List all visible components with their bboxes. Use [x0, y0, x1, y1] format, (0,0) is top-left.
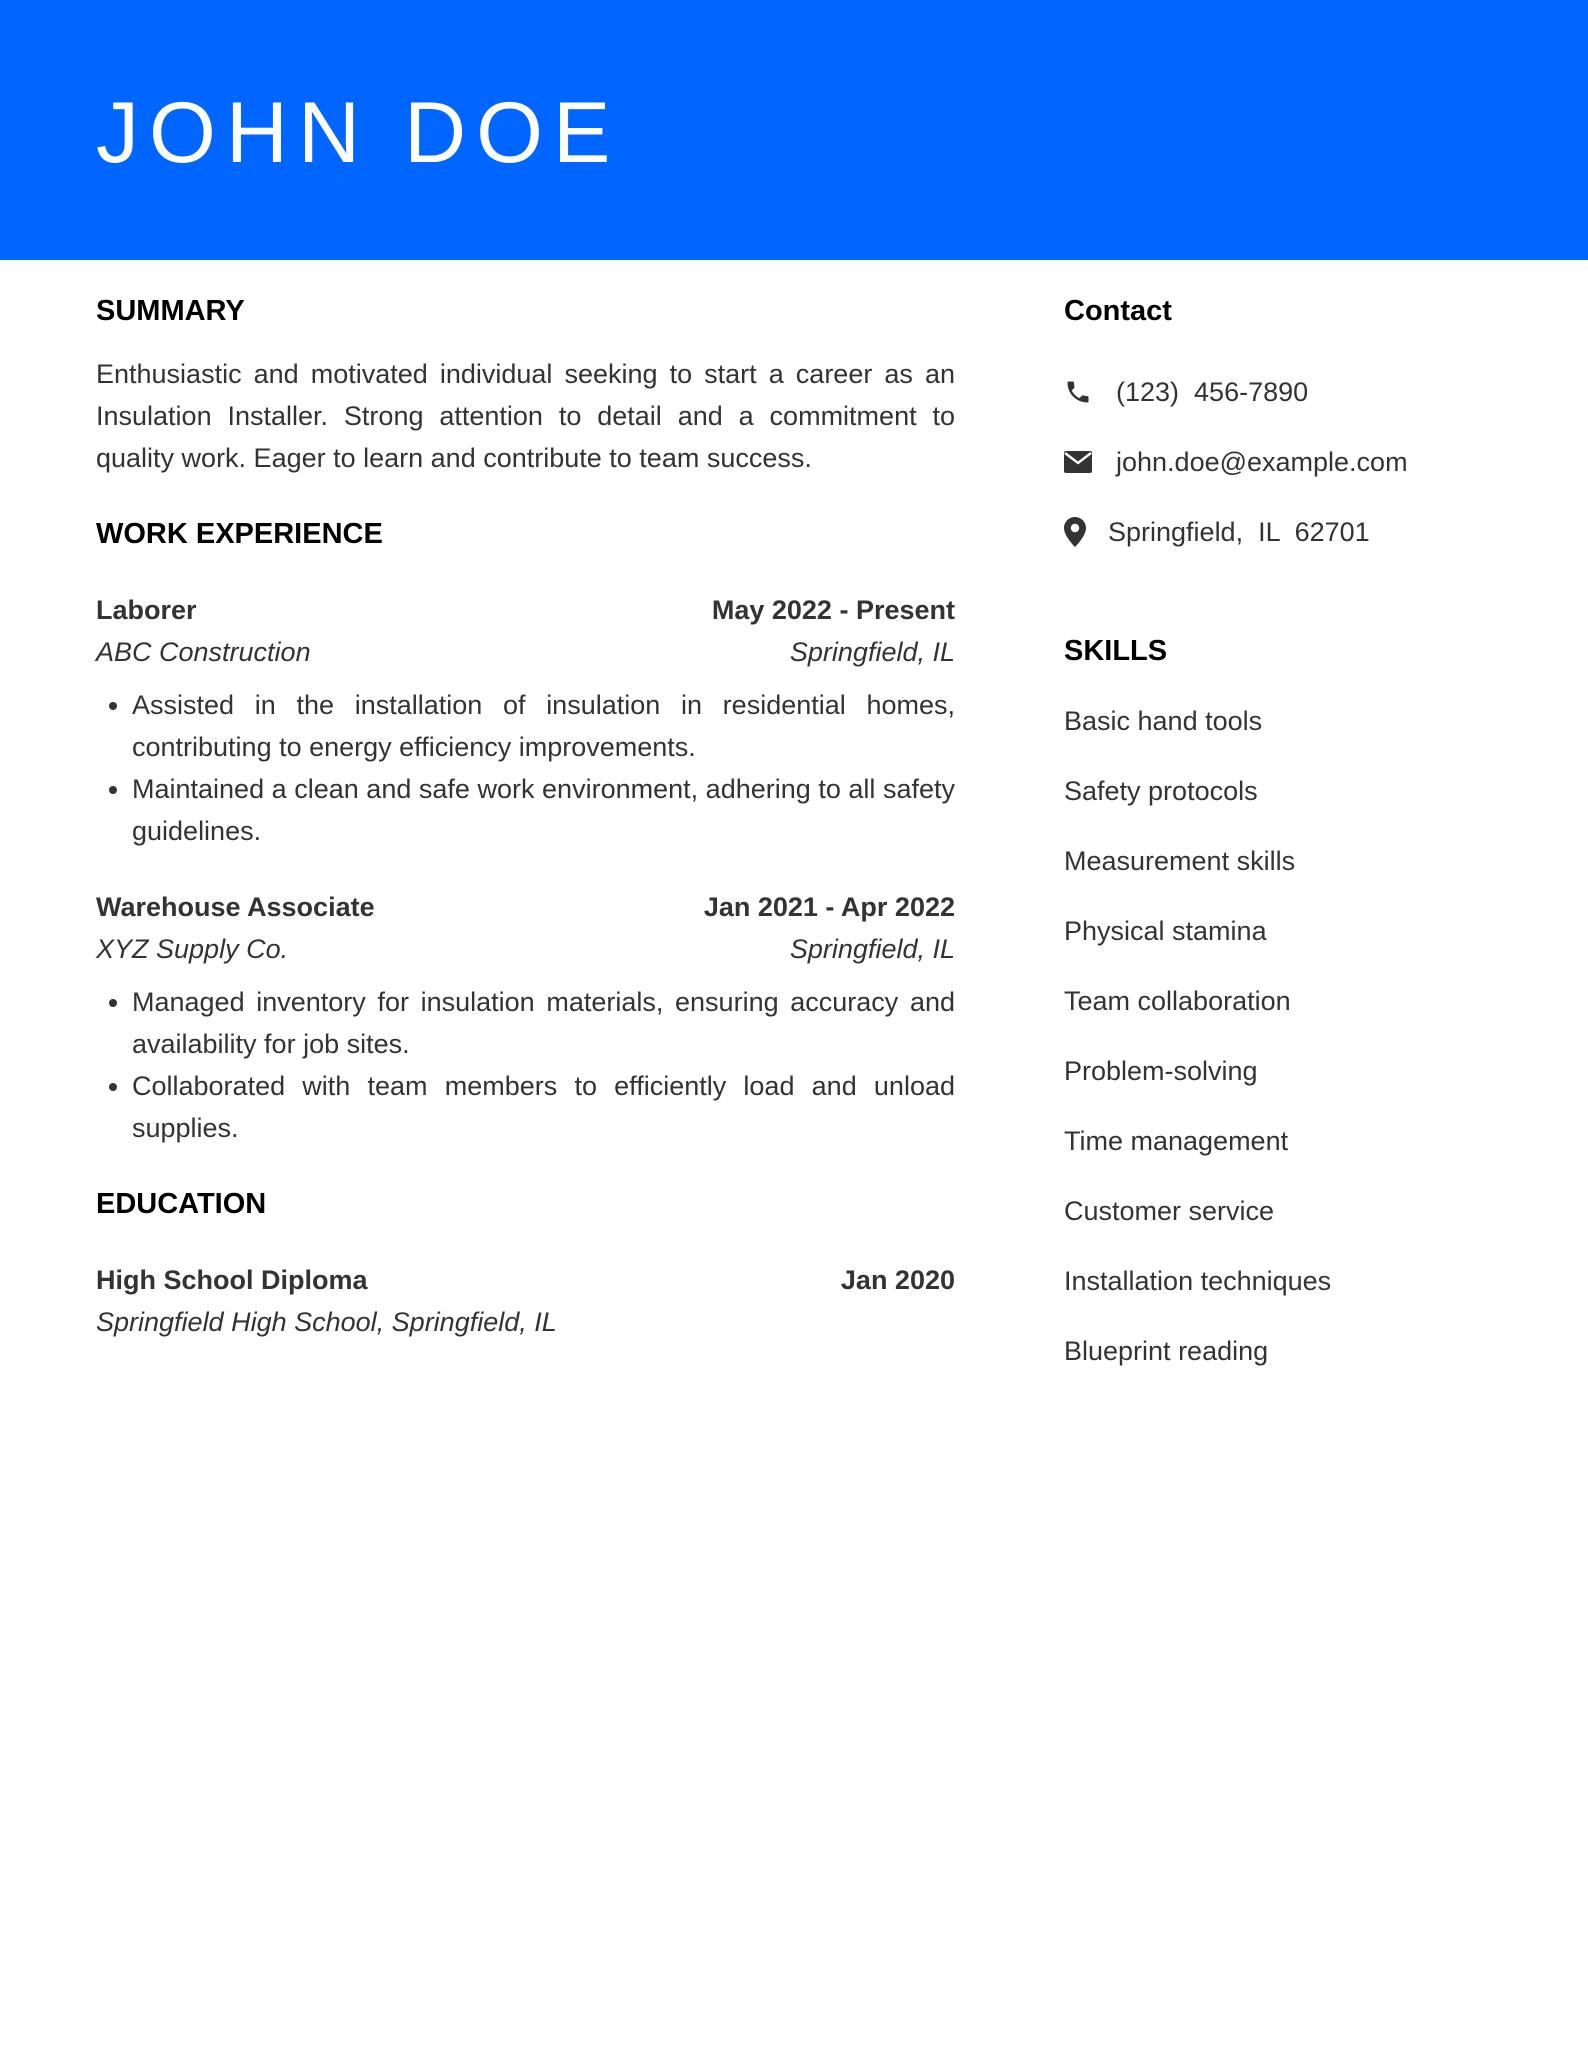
- job-entry: [96, 589, 955, 852]
- skill-item: Measurement skills: [1064, 846, 1296, 876]
- education-heading: EDUCATION: [96, 1188, 267, 1220]
- phone-icon: [1064, 377, 1094, 407]
- job-bullet: • Maintained a clean and safe work environment, adhering to all safety guidelines.: [132, 768, 955, 852]
- summary-heading: SUMMARY: [96, 295, 245, 327]
- job-entry: [96, 886, 955, 1149]
- job-title: Laborer: [96, 595, 197, 625]
- skill-item: Installation techniques: [1064, 1266, 1332, 1296]
- skill-item: Basic hand tools: [1064, 706, 1263, 736]
- main-column: [96, 290, 955, 1343]
- job-bullet: • Managed inventory for insulation materials, ensuring accuracy and availability for job sites.: [132, 981, 955, 1065]
- job-location: Springfield, IL: [789, 934, 955, 964]
- job-bullets: [96, 981, 955, 1149]
- sidebar-column: [1064, 290, 1524, 1371]
- education-school: Springfield High School, Springfield, IL: [96, 1307, 557, 1337]
- contact-phone-row: [1064, 372, 1524, 412]
- skill-item: Blueprint reading: [1064, 1336, 1269, 1366]
- skill-item: Physical stamina: [1064, 916, 1267, 946]
- education-degree: High School Diploma: [96, 1265, 368, 1295]
- contact-location-row: [1064, 512, 1524, 552]
- skill-item: Safety protocols: [1064, 776, 1258, 806]
- contact-email: john.doe@example.com: [1116, 447, 1408, 477]
- skill-item: Problem-solving: [1064, 1056, 1258, 1086]
- job-location: Springfield, IL: [789, 637, 955, 667]
- job-bullet: • Assisted in the installation of insulation in residential homes, contributing to energy efficiency improvements.: [132, 684, 955, 768]
- skills-heading: SKILLS: [1064, 635, 1168, 667]
- candidate-name: JOHN DOE: [96, 85, 621, 181]
- contact-phone: (123) 456-7890: [1116, 377, 1309, 407]
- job-bullet: • Collaborated with team members to efficiently load and unload supplies.: [132, 1065, 955, 1149]
- job-bullets: [96, 684, 955, 852]
- job-title: Warehouse Associate: [96, 892, 375, 922]
- skill-item: Time management: [1064, 1126, 1289, 1156]
- header-banner: [0, 0, 1588, 260]
- skill-item: Team collaboration: [1064, 986, 1291, 1016]
- summary-text: Enthusiastic and motivated individual seeking to start a career as an Insulation Installer. Strong attention to detail and a commitment to quality work. Eager to learn and contribute to team success.: [96, 359, 955, 473]
- work-experience-heading: WORK EXPERIENCE: [96, 518, 383, 550]
- job-company: XYZ Supply Co.: [96, 934, 289, 964]
- job-dates: Jan 2021 - Apr 2022: [703, 892, 955, 922]
- contact-location: Springfield, IL 62701: [1108, 517, 1370, 547]
- contact-email-row: [1064, 442, 1524, 482]
- contact-heading: Contact: [1064, 295, 1172, 327]
- job-company: ABC Construction: [96, 637, 311, 667]
- map-pin-icon: [1064, 517, 1088, 547]
- envelope-icon: [1064, 447, 1094, 477]
- skill-item: Customer service: [1064, 1196, 1275, 1226]
- education-date: Jan 2020: [840, 1265, 955, 1295]
- job-dates: May 2022 - Present: [711, 595, 955, 625]
- education-entry: [96, 1259, 955, 1343]
